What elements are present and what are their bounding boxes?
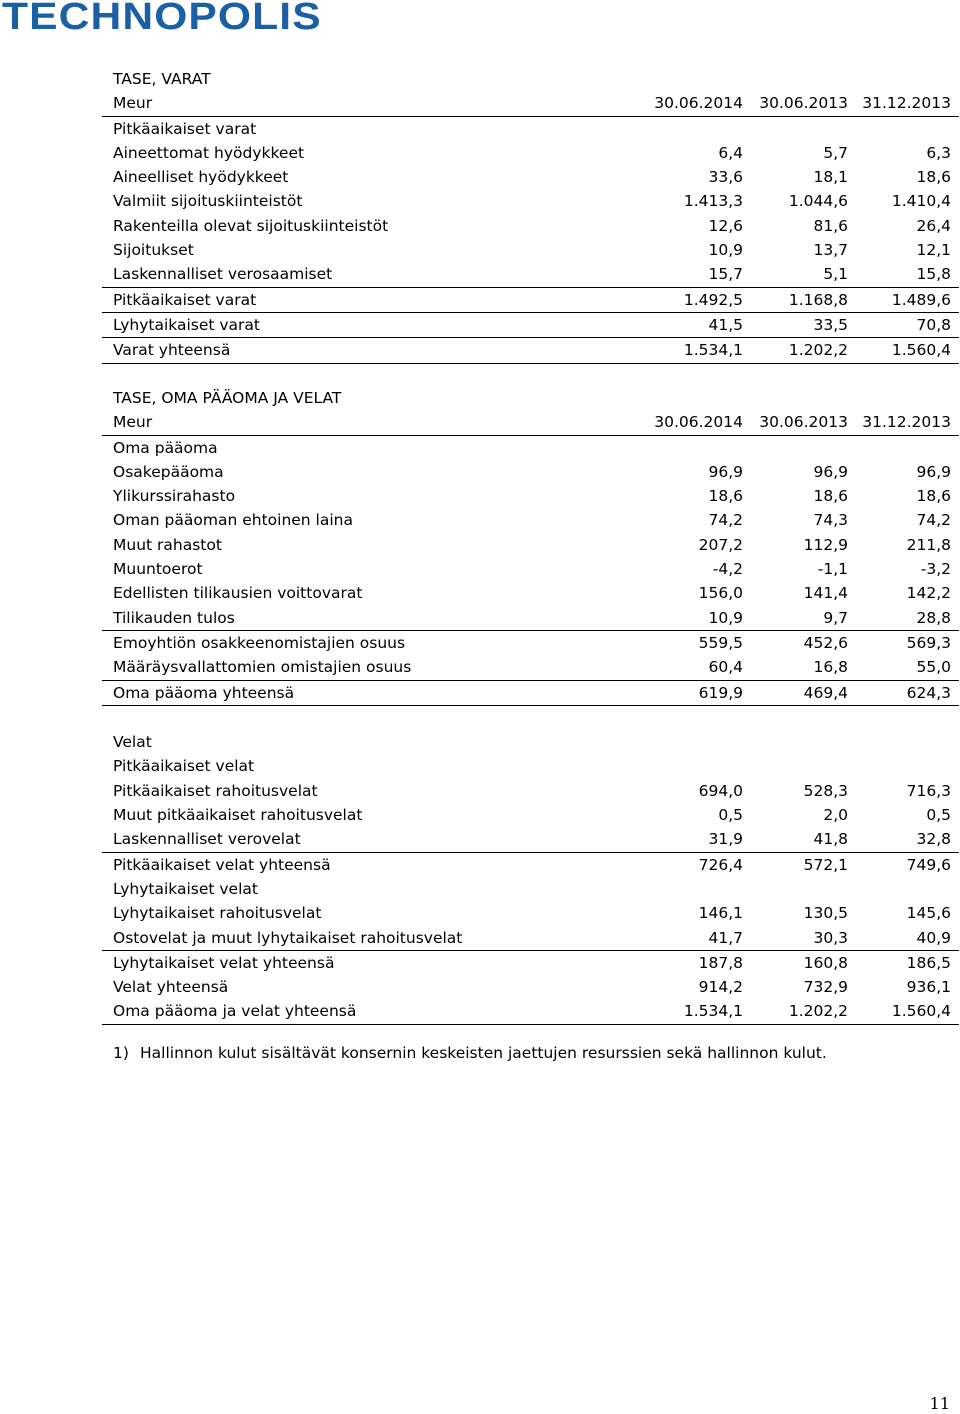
value-col3: 142,2 [906,584,951,603]
value-col3: 55,0 [916,658,951,677]
table-row [102,165,959,189]
value-col3: 18,6 [916,487,951,506]
row-label: Lyhytaikaiset rahoitusvelat [113,904,322,923]
footnote-text: Hallinnon kulut sisältävät konsernin keskeisten jaettujen resurssien sekä hallinnon kulut. [140,1044,827,1062]
table-row [102,141,959,165]
header-col1: 30.06.2014 [654,94,743,113]
value-col2: -1,1 [817,560,848,579]
value-col1: 1.534,1 [683,341,743,360]
row-label: Muuntoerot [113,560,203,579]
value-col2: 9,7 [823,608,848,627]
value-col1: 726,4 [698,855,743,874]
row-label: Velat [113,733,152,752]
table-row [102,262,959,287]
value-col3: 716,3 [906,781,951,800]
liabilities-title-row [102,386,959,410]
table-row [102,460,959,484]
row-label: Aineettomat hyödykkeet [113,143,305,162]
table-row [102,730,959,754]
value-col2: 33,5 [813,315,848,334]
value-col2: 30,3 [813,928,848,947]
value-col1: 0,5 [718,806,743,825]
value-col1: 31,9 [708,830,743,849]
row-label: Pitkäaikaiset varat [113,119,257,138]
row-label: Pitkäaikaiset velat [113,757,255,776]
value-col3: 1.560,4 [891,1002,951,1021]
value-col1: 619,9 [698,683,743,702]
liabilities-table [102,386,959,1025]
value-col3: 32,8 [916,830,951,849]
value-col2: 469,4 [803,683,848,702]
header-label: Meur [113,94,153,113]
header-col3: 31.12.2013 [862,94,951,113]
table-row [102,655,959,680]
table-row [102,238,959,262]
table-row [102,803,959,827]
value-col3: 145,6 [906,904,951,923]
value-col3: 936,1 [906,978,951,997]
table-row [102,117,959,141]
row-label: Laskennalliset verosaamiset [113,265,333,284]
table-row [102,926,959,951]
table-row [102,189,959,213]
value-col2: 1.044,6 [788,192,848,211]
table-row [102,681,959,706]
value-col1: 96,9 [708,462,743,481]
table-row [102,533,959,557]
value-col3: 211,8 [906,535,951,554]
row-label: Ostovelat ja muut lyhytaikaiset rahoitusvelat [113,928,463,947]
table-row [102,631,959,655]
table-row [102,288,959,313]
row-label: Aineelliset hyödykkeet [113,168,289,187]
value-col2: 18,6 [813,487,848,506]
value-col2: 452,6 [803,633,848,652]
value-col3: 0,5 [926,806,951,825]
table-row [102,508,959,532]
assets-title: TASE, VARAT [113,70,211,88]
table-row [102,313,959,338]
assets-table [102,67,959,364]
value-col3: 1.410,4 [891,192,951,211]
value-col1: 12,6 [708,216,743,235]
value-col1: 6,4 [718,143,743,162]
table-row [102,827,959,852]
row-label: Tilikauden tulos [113,608,235,627]
value-col1: 41,5 [708,315,743,334]
value-col1: 18,6 [708,487,743,506]
table-row [102,853,959,877]
value-col1: 914,2 [698,978,743,997]
table-row [102,338,959,363]
table-row [102,999,959,1024]
value-col2: 732,9 [803,978,848,997]
value-col2: 528,3 [803,781,848,800]
table-row [102,877,959,901]
value-col1: 15,7 [708,265,743,284]
assets-header-row [102,91,959,116]
row-label: Oma pääoma [113,438,218,457]
table-row [102,975,959,999]
value-col2: 112,9 [803,535,848,554]
header-col2: 30.06.2013 [759,94,848,113]
header-col2: 30.06.2013 [759,413,848,432]
row-label: Muut rahastot [113,535,222,554]
assets-title-row [102,67,959,91]
table-row [102,606,959,631]
row-label: Muut pitkäaikaiset rahoitusvelat [113,806,363,825]
value-col3: 70,8 [916,315,951,334]
row-label: Määräysvallattomien omistajien osuus [113,658,412,677]
row-label: Oman pääoman ehtoinen laina [113,511,353,530]
row-label: Oma pääoma ja velat yhteensä [113,1002,357,1021]
value-col2: 18,1 [813,168,848,187]
table-row [102,951,959,975]
row-label: Valmiit sijoituskiinteistöt [113,192,303,211]
table-row [102,901,959,925]
value-col1: 207,2 [698,535,743,554]
value-col3: 1.489,6 [891,290,951,309]
value-col2: 1.202,2 [788,1002,848,1021]
value-col2: 130,5 [803,904,848,923]
value-col2: 5,7 [823,143,848,162]
value-col2: 41,8 [813,830,848,849]
table-row [102,581,959,605]
row-label: Pitkäaikaiset velat yhteensä [113,855,331,874]
value-col3: 1.560,4 [891,341,951,360]
value-col3: 96,9 [916,462,951,481]
value-col1: 156,0 [698,584,743,603]
value-col1: 1.534,1 [683,1002,743,1021]
header-label: Meur [113,413,153,432]
value-col3: 749,6 [906,855,951,874]
liabilities-header-row [102,410,959,435]
row-label: Sijoitukset [113,241,194,260]
row-label: Varat yhteensä [113,341,231,360]
value-col2: 160,8 [803,953,848,972]
value-col3: -3,2 [920,560,951,579]
value-col2: 141,4 [803,584,848,603]
row-label: Rakenteilla olevat sijoituskiinteistöt [113,216,389,235]
value-col1: 74,2 [708,511,743,530]
value-col3: 28,8 [916,608,951,627]
row-label: Laskennalliset verovelat [113,830,301,849]
table-row [102,754,959,778]
value-col2: 74,3 [813,511,848,530]
value-col1: 1.413,3 [683,192,743,211]
row-label: Osakepääoma [113,462,224,481]
value-col1: 694,0 [698,781,743,800]
row-label: Lyhytaikaiset velat yhteensä [113,953,335,972]
value-col3: 6,3 [926,143,951,162]
footnote [113,1041,827,1065]
row-label: Edellisten tilikausien voittovarat [113,584,363,603]
row-label: Velat yhteensä [113,978,229,997]
value-col3: 74,2 [916,511,951,530]
row-label: Pitkäaikaiset varat [113,290,257,309]
value-col3: 186,5 [906,953,951,972]
table-row [102,214,959,238]
value-col3: 624,3 [906,683,951,702]
row-label: Oma pääoma yhteensä [113,683,295,702]
table-row [102,557,959,581]
value-col2: 96,9 [813,462,848,481]
value-col1: 10,9 [708,608,743,627]
value-col2: 572,1 [803,855,848,874]
table-row [102,436,959,460]
value-col1: -4,2 [712,560,743,579]
value-col1: 146,1 [698,904,743,923]
table-row [102,484,959,508]
row-label: Ylikurssirahasto [113,487,236,506]
row-label: Lyhytaikaiset velat [113,879,258,898]
value-col1: 1.492,5 [683,290,743,309]
value-col2: 81,6 [813,216,848,235]
value-col1: 41,7 [708,928,743,947]
header-col3: 31.12.2013 [862,413,951,432]
value-col3: 40,9 [916,928,951,947]
row-label: Emoyhtiön osakkeenomistajien osuus [113,633,406,652]
value-col2: 1.202,2 [788,341,848,360]
value-col3: 26,4 [916,216,951,235]
value-col3: 12,1 [916,241,951,260]
header-col1: 30.06.2014 [654,413,743,432]
row-label: Pitkäaikaiset rahoitusvelat [113,781,318,800]
value-col2: 13,7 [813,241,848,260]
value-col1: 187,8 [698,953,743,972]
footnote-number: 1) [113,1044,129,1062]
value-col1: 559,5 [698,633,743,652]
value-col1: 33,6 [708,168,743,187]
liabilities-title: TASE, OMA PÄÄOMA JA VELAT [113,389,342,407]
value-col1: 10,9 [708,241,743,260]
value-col2: 16,8 [813,658,848,677]
row-label: Lyhytaikaiset varat [113,315,261,334]
value-col2: 1.168,8 [788,290,848,309]
value-col1: 60,4 [708,658,743,677]
value-col3: 15,8 [916,265,951,284]
value-col3: 18,6 [916,168,951,187]
page-number: 11 [929,1394,950,1413]
table-row [102,779,959,803]
technopolis-logo: TECHNOPOLIS [2,0,322,38]
value-col2: 5,1 [823,265,848,284]
value-col3: 569,3 [906,633,951,652]
value-col2: 2,0 [823,806,848,825]
table-row [102,706,959,730]
